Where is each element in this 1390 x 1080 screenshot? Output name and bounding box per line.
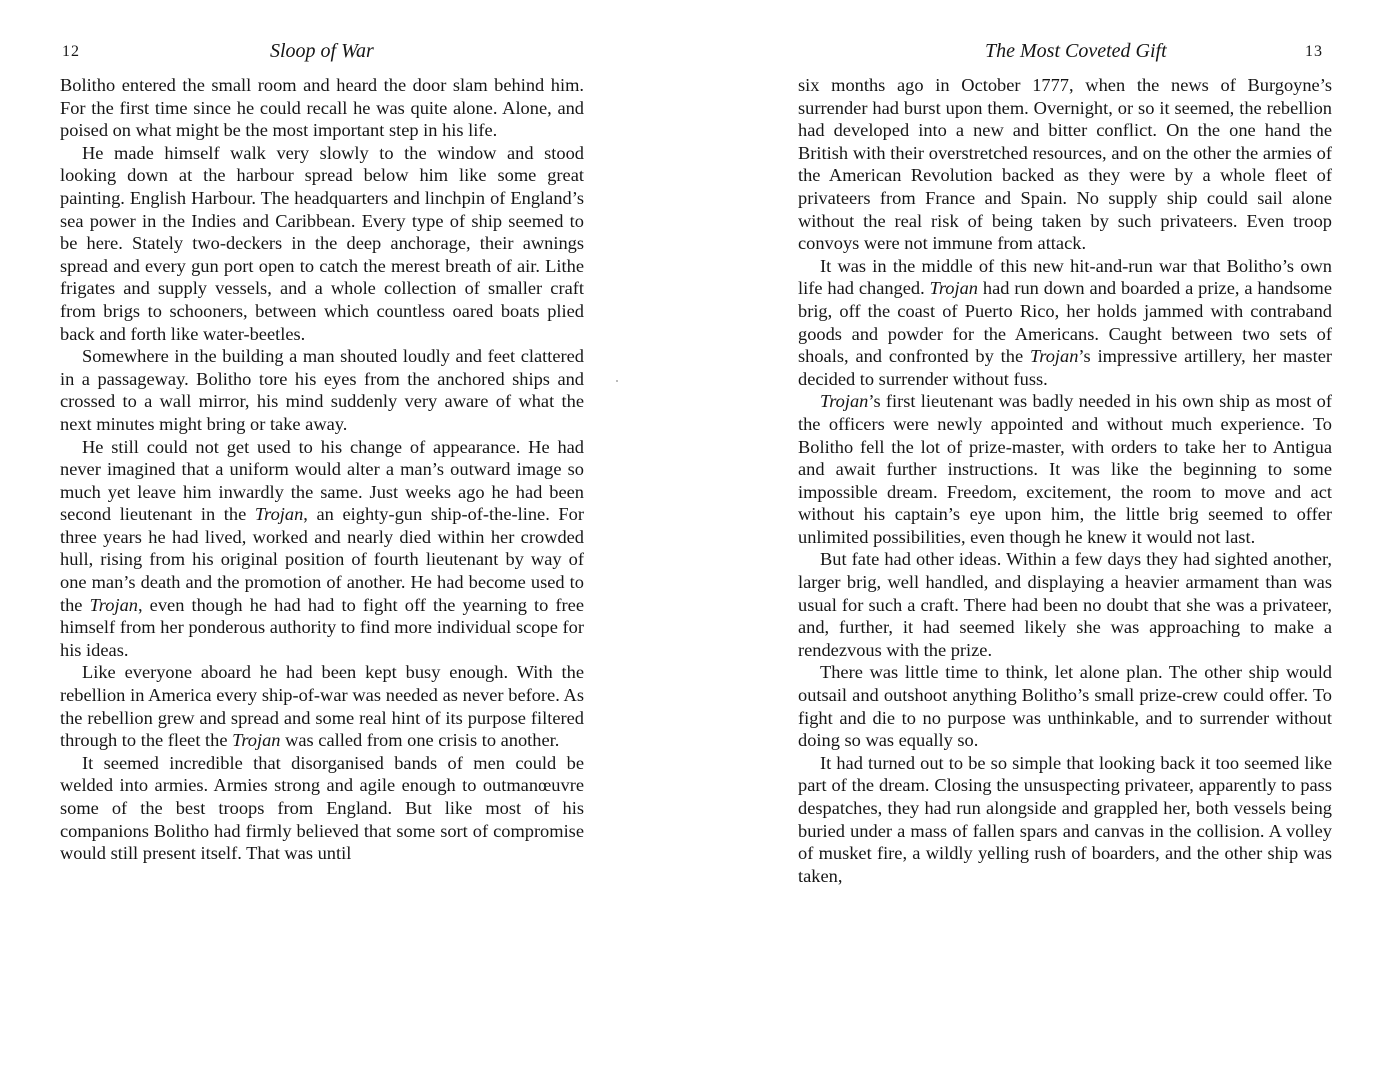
paragraph: Somewhere in the building a man shouted loudly and feet clattered in a passageway. Bolitho tore his eyes from the anchored ships and crossed to a wall mirror, his mind suddenly very aware of what the next minutes might bring or take away. — [60, 346, 584, 434]
paragraph: He still could not get used to his change of appearance. He had never imagined that a uniform would alter a man’s outward image so much yet leave him inwardly the same. Just weeks ago he had been second lieutenant in the Trojan, an eighty-gun ship-of-the-line. For three years he had lived, worked and nearly died within her crowded hull, rising from his original position of fourth lieutenant by way of one man’s death and the promotion of another. He had become used to the Trojan, even though he had had to fight off the yearning to free himself from her ponderous authority to find more individual scope for his ideas. — [60, 436, 584, 660]
paragraph: It was in the middle of this new hit-and-run war that Bolitho’s own life had changed. Trojan had run down and boarded a prize, a handsome brig, off the coast of Puerto Rico, her holds jammed with contraband goods and powder for the Americans. Caught between two sets of shoals, and confronted by the Trojan’s impressive artillery, her master decided to surrender without fuss. — [798, 255, 1332, 389]
body-text — [60, 74, 584, 865]
paragraph: He made himself walk very slowly to the window and stood looking down at the harbour spread below him like some great painting. English Harbour. The headquarters and linchpin of England’s sea power in the Indies and Caribbean. Every type of ship seemed to be here. Stately two-deckers in the deep anchorage, their awnings spread and every gun port open to catch the merest breath of air. Lithe frigates and supply vessels, and a whole collection of smaller craft from brigs to schooners, between which countless oared boats plied back and forth like water-beetles. — [60, 142, 584, 344]
paragraph: Like everyone aboard he had been kept busy enough. With the rebellion in America every ship-of-war was needed as never before. As the rebellion grew and spread and some real hint of its purpose filtered through to the fleet the Trojan was called from one crisis to another. — [60, 662, 584, 751]
gutter-mark — [616, 380, 618, 382]
paragraph: There was little time to think, let alone plan. The other ship would outsail and outshoot anything Bolitho’s small prize-crew could offer. To fight and die to no purpose was unthinkable, and to surrender without doing so was equally so. — [798, 662, 1332, 751]
paragraph: six months ago in October 1777, when the news of Burgoyne’s surrender had burst upon them. Overnight, or so it seemed, the rebellion had developed into a new and bitter conflict. On the one hand the British with their overstretched resources, and on the other the armies of the American Revolution backed as they were by a whole fleet of privateers from France and Spain. No supply ship could sail alone without the real risk of being taken by such privateers. Even troop convoys were not immune from attack. — [798, 75, 1332, 254]
paragraph: But fate had other ideas. Within a few days they had sighted another, larger brig, well handled, and displaying a heavier armament than was usual for such a craft. There had been no doubt that she was a privateer, and, further, it had seemed likely she was approaching to make a rendezvous with the prize. — [798, 549, 1332, 660]
paragraph: Bolitho entered the small room and heard the door slam behind him. For the first time since he could recall he was quite alone. Alone, and poised on what might be the most important step in his life. — [60, 75, 584, 141]
left-page — [0, 0, 640, 1080]
running-title: Sloop of War — [270, 40, 374, 62]
page-number: 13 — [1305, 43, 1323, 60]
page-number: 12 — [62, 43, 80, 60]
paragraph: Trojan’s first lieutenant was badly needed in his own ship as most of the officers were newly appointed and without much experience. To Bolitho fell the lot of prize-master, with orders to take her to Antigua and await further instructions. It was like the beginning to some impossible dream. Freedom, excitement, the room to move and act without his captain’s eye upon him, the little brig seemed to offer unlimited possibilities, even though he knew it would not last. — [798, 391, 1332, 547]
paragraph: It seemed incredible that disorganised bands of men could be welded into armies. Armies strong and agile enough to outmanœuvre some of the best troops from England. But like most of his companions Bolitho had firmly believed that some sort of compromise would still present itself. That was until — [60, 752, 584, 864]
body-text — [798, 74, 1332, 887]
running-title: The Most Coveted Gift — [985, 40, 1167, 62]
paragraph: It had turned out to be so simple that looking back it too seemed like part of the dream. Closing the unsuspecting privateer, apparently to pass despatches, they had run alongside and grappled her, both vessels being buried under a mass of fallen spars and canvas in the collision. A volley of musket fire, a wildly yelling rush of boarders, and the other ship was taken, — [798, 752, 1332, 886]
right-page — [680, 0, 1380, 1080]
